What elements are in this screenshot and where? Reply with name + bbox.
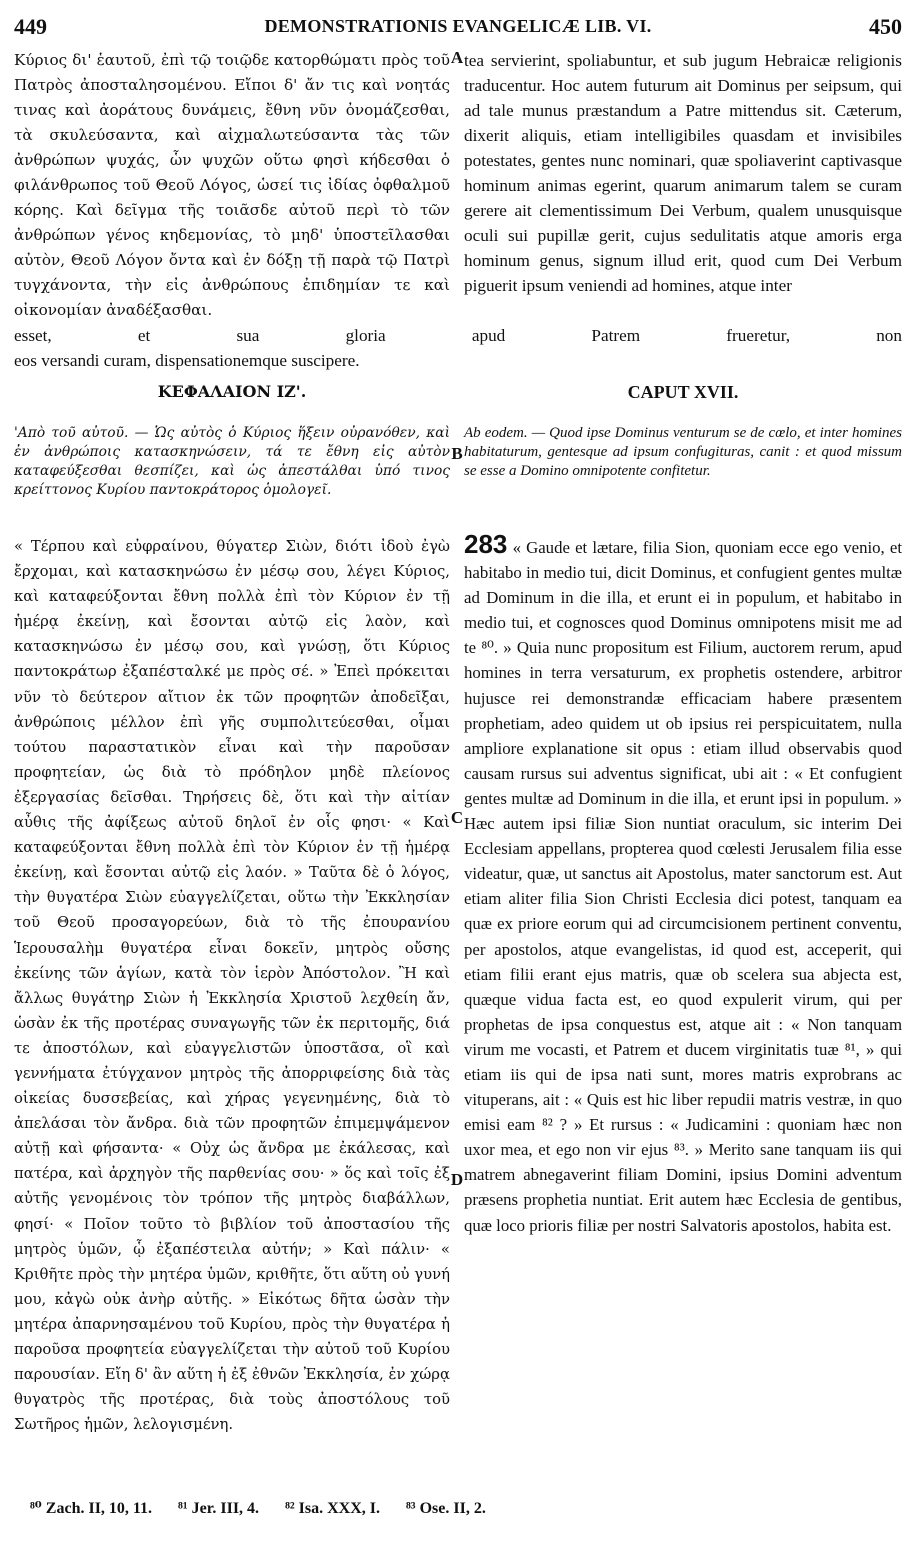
latin-body-paragraph bbox=[464, 529, 902, 1238]
greek-column-top bbox=[14, 48, 450, 323]
margin-marker-c: C bbox=[450, 808, 464, 827]
latin-chapter-heading: CAPUT XVII. bbox=[627, 382, 739, 402]
margin-marker-a: A bbox=[450, 48, 464, 67]
latin-continuation bbox=[14, 323, 902, 373]
running-title: DEMONSTRATIONIS EVANGELICÆ LIB. VI. bbox=[264, 16, 652, 36]
latin-column-top bbox=[464, 48, 902, 298]
latin-chapter-summary: Ab eodem. — Quod ipse Dominus venturum se de cœlo, et inter homines habitaturum, gentesque ad ipsum confugituras, canit : et quod missum se esse a Domino omnipotente confitetur. bbox=[464, 425, 902, 479]
greek-body-text: « Τέρπου καὶ εὐφραίνου, θύγατερ Σιὼν, διότι ἰδοὺ ἐγὼ ἔρχομαι, καὶ κατασκηνώσω ἐν μέσῳ σου, λέγει Κύριος, καὶ καταφεύξονται ἔθνη πολλὰ ἐπὶ τὸν Κύριον ἐν τῇ ἡμέρᾳ ἐκείνῃ, καὶ ἔσονται αὐτῷ εἰς λαὸν, καὶ κατασκηνώσω ἐν μέσῳ σου, καὶ γνώσῃ, ὅτι Κύριος παντοκράτωρ ἐξαπέσταλκέ με πρὸς σέ. » Ἐπεὶ πρόκειται νῦν τὸ δεύτερον αἴτιον ἐκ τῶν προφητῶν ἀποδεῖξαι, ἀνθρώποις μέλλον ἐπὶ γῆς συμπολιτεύεσθαι, οἶμαι τούτου παραστατικὸν εἶναι καὶ τὴν παροῦσαν προφητείαν, ὡς διὰ τὸ πρόδηλον μηδὲ πλείονος ἐξεργασίας δεῖσθαι. Τηρήσεις δὲ, ὅτι καὶ τὴν αἰτίαν αὖθις τῆς ἀφίξεως αὐτοῦ δηλοῖ ἐν οἷς φησι· « Καὶ καταφεύξονται ἔθνη πολλὰ ἐπὶ τὸν Κύριον ἐν τῇ ἡμέρᾳ ἐκείνῃ, καὶ ἔσονται αὐτῷ εἰς λαόν. » Ταῦτα δὲ ὁ λόγος, τὴν θυγατέρα Σιὼν εὐαγγελίζεται, οὕτω τὴν Ἐκκλησίαν τοῦ Θεοῦ προσαγορεύων, διὰ τὸ τῆς ἐπουρανίου Ἱερουσαλὴμ θυγατέρα εἶναι δοκεῖν, μητρὸς οὔσης ἐκείνης τῶν ἁγίων, κατὰ τὸν ἱερὸν Ἀπόστολον. Ἢ καὶ ἄλλως θυγάτηρ Σιὼν ἡ Ἐκκλησία Χριστοῦ λεχθείη ἄν, ὡσὰν ἐκ τῆς προτέρας συναγωγῆς τῶν ἐκ περιτομῆς, διά τε ἀποστόλων, καὶ εὐαγγελιστῶν ὑποστᾶσα, οἳ καὶ γεννήματα ἐτύγχανον μητρὸς τῆς ἀπορριφείσης διὰ τὰς οἰκείας δυσσεβείας, καὶ χήρας γεγενημένης, διὰ τὸ ἀπελάσαι τὸν ἄνδρα. διὰ τῶν προφητῶν ἐπιμεμψάμενον αὐτῇ καὶ φήσαντα· « Οὐχ ὡς ἄνδρα με ἐκάλεσας, καὶ πατέρα, καὶ ἀρχηγὸν τῆς παρθενίας σου· » ὅς καὶ τοῖς ἐξ αὐτῆς γενομένοις τὸν τρόπον τῆς μητρὸς διαβάλλων, φησί· « Ποῖον τοῦτο τὸ βιβλίον τοῦ ἀποστασίου τῆς μητρὸς ὑμῶν, ᾧ ἐξαπέστειλα αὐτήν; » Καὶ πάλιν· « Κριθῆτε πρὸς τὴν μητέρα ὑμῶν, κριθῆτε, ὅτι αὕτη οὐ γυνή μου, κἀγὼ οὐκ ἀνὴρ αὐτῆς. » Εἰκότως δῆτα ὡσὰν τὴν μητέρα ἀπαρνησαμένου τοῦ Κυρίου, πρὸς τὴν θυγατέρα ἡ παροῦσα προφητεία εὐαγγελίζεται τὴν αὐτοῦ τοῦ Κυρίου παρουσίαν. Εἴη δ' ἂν αὕτη ἡ ἐξ ἐθνῶν Ἐκκλησία, ἐν χώρᾳ θυγατρὸς τῆς προτέρας, διὰ τοὺς ἀποστόλους τοῦ Σωτῆρος ἡμῶν, λελογισμένη. bbox=[14, 538, 450, 1434]
greek-chapter-heading: ΚΕΦΑΛΑΙΟΝ ΙΖ'. bbox=[157, 382, 307, 401]
page-number-left: 449 bbox=[14, 14, 47, 39]
section-number: 283 bbox=[464, 529, 508, 559]
latin-body-column bbox=[464, 529, 902, 1238]
margin-marker-d: D bbox=[450, 1170, 464, 1189]
footnote: ⁸³ Ose. II, 2. bbox=[406, 1500, 486, 1517]
page-header bbox=[14, 12, 902, 42]
footnote: ⁸² Isa. XXX, I. bbox=[285, 1500, 380, 1517]
margin-marker-b: B bbox=[451, 444, 463, 463]
page-number-right: 450 bbox=[869, 14, 902, 39]
latin-body-text: « Gaude et lætare, filia Sion, quoniam ecce ego venio, et habitabo in medio tui, dicit Dominus, et confugient gentes multæ ad Dominum in die illa, et erunt ei in populum, et habitabo in medio tui, et cognosces quod Dominus omnipotens misit me ad te ⁸⁰. » Quia nunc propositum est Filium, auctorem rerum, apud homines in terra versaturum, ex prophetis ostendere, arbitror hujusce rei demonstrandæ efficaciam habere præsentem prophetiam, adeo quidem ut ob ipsius rei perspicuitatem, nulla ampliore explanatione sit opus : etiam illud observabis quod causam rursus sui adventus significat, ubi ait : « Et confugient gentes multæ ad Dominum in die illa, et erunt ipsi in populum. » Hæc autem ipsi filiæ Sion nuntiat oraculum, sic interim Dei Ecclesiam appellans, propterea quod cœlesti Jerusalem filia esse videatur, quæ, ut sanctus ait Apostolus, mater sanctorum est. Aut etiam aliter filia Sion Christi Ecclesia dici potest, tanquam ea quæ ex priore eorum qui ad circumcisionem pertinent conventu, per apostolos, atque evangelistas, id quod est, acceperit, qui etiam filii erant ejus matris, quæ ob scelera sua abjecta est, quæque vidua facta est, eo quod expulerit virum, qui per prophetas de ipsa conquestus est, atque ait : « Non tanquam virum me vocasti, et Patrem et ducem virginitatis tuæ ⁸¹, » qui etiam iis qui de ipsa nati sunt, mores matris exprobrans ac vituperans, ait : « Quis est hic liber repudii matris vestræ, in quo emisi eam ⁸² ? » Et rursus : « Judicamini : quoniam hæc non uxor mea, et ego non vir ejus ⁸³. » Merito sane tanquam iis qui matrem abnegaverint filiam Domini, ipsius Domini adventum præsens prophetia nuntiat. Erit autem hæc Ecclesia de gentibus, quæ loco prioris filiæ per nostri Salvatoris apostolos, habita est. bbox=[464, 538, 902, 1235]
latin-top-paragraph: tea servierint, spoliabuntur, et sub jugum Hebraicæ religionis traducentur. Hoc autem futurum ait Dominus per seipsum, qui ad tale munus præstandum a Patre mittendus sit. Cæterum, dixerit aliquis, etiam intelligibiles quasdam et invisibiles potestates, gentes nunc nominari, quæ spoliaverint captivasque hominum animas egerint, quarum animarum talem se curam gerere ait clementissimum Dei Verbum, qualem unusquisque oculi sui pupillæ gerit, cujus sedulitatis atque amoris erga hominum genus, signum illud erit, quod cum Dei Verbum piguerit ipsum veniendi ad homines, atque inter bbox=[464, 51, 902, 295]
latin-continuation-line-1: esset, et sua gloria apud Patrem frueretur, non bbox=[14, 326, 902, 345]
footnote: ⁸⁰ Zach. II, 10, 11. bbox=[30, 1500, 153, 1517]
footnotes bbox=[30, 1498, 890, 1518]
greek-body-column bbox=[14, 534, 450, 1437]
latin-continuation-line-2: eos versandi curam, dispensationemque suscipere. bbox=[14, 351, 360, 370]
footnote: ⁸¹ Jer. III, 4. bbox=[178, 1500, 260, 1517]
greek-chapter-summary: 'Απὸ τοῦ αὐτοῦ. — Ὡς αὐτὸς ὁ Κύριος ἥξειν οὐρανόθεν, καὶ ἐν ἀνθρώποις κατασκηνώσειν, τά τε ἔθνη εἰς αὐτὸν καταφεύξεσθαι θεσπίζει, καὶ ὡς ἀπεστάλθαι ὑπό τινος κρείττονος Κυρίου παντοκράτορος ὁμολογεῖ. bbox=[14, 425, 450, 498]
greek-top-paragraph: Κύριος δι' ἑαυτοῦ, ἐπὶ τῷ τοιῷδε κατορθώματι πρὸς τοῦ Πατρὸς ἀποσταλησομένου. Εἴποι δ' ἄν τις καὶ νοητάς τινας καὶ ἀοράτους δυνάμεις, ἔθνη νῦν ὀνομάζεσθαι, τὰ σκυλεύσαντα, καὶ αἰχμαλωτεύσαντα τὰς τῶν ἀνθρώπων ψυχάς, ὧν ψυχῶν οὕτω φησὶ κήδεσθαι ὁ φιλάνθρωπος τοῦ Θεοῦ Λόγος, ὡσεί τις ἰδίας ὀφθαλμοῦ κόρης. Καὶ δεῖγμα τῆς τοιᾶσδε αὐτοῦ περὶ τὸ τῶν ἀνθρώπων γένος κηδεμονίας, τὸ μηδ' ὑποστεῖλασθαι αὐτὸν, Θεοῦ Λόγον ὄντα καὶ ἐν δόξῃ τῇ παρὰ τῷ Πατρὶ τυγχάνοντα, τὴν εἰς ἀνθρώπους ἐπιδημίαν τε καὶ οἰκονομίαν ἀναδέξασθαι. bbox=[14, 51, 450, 319]
